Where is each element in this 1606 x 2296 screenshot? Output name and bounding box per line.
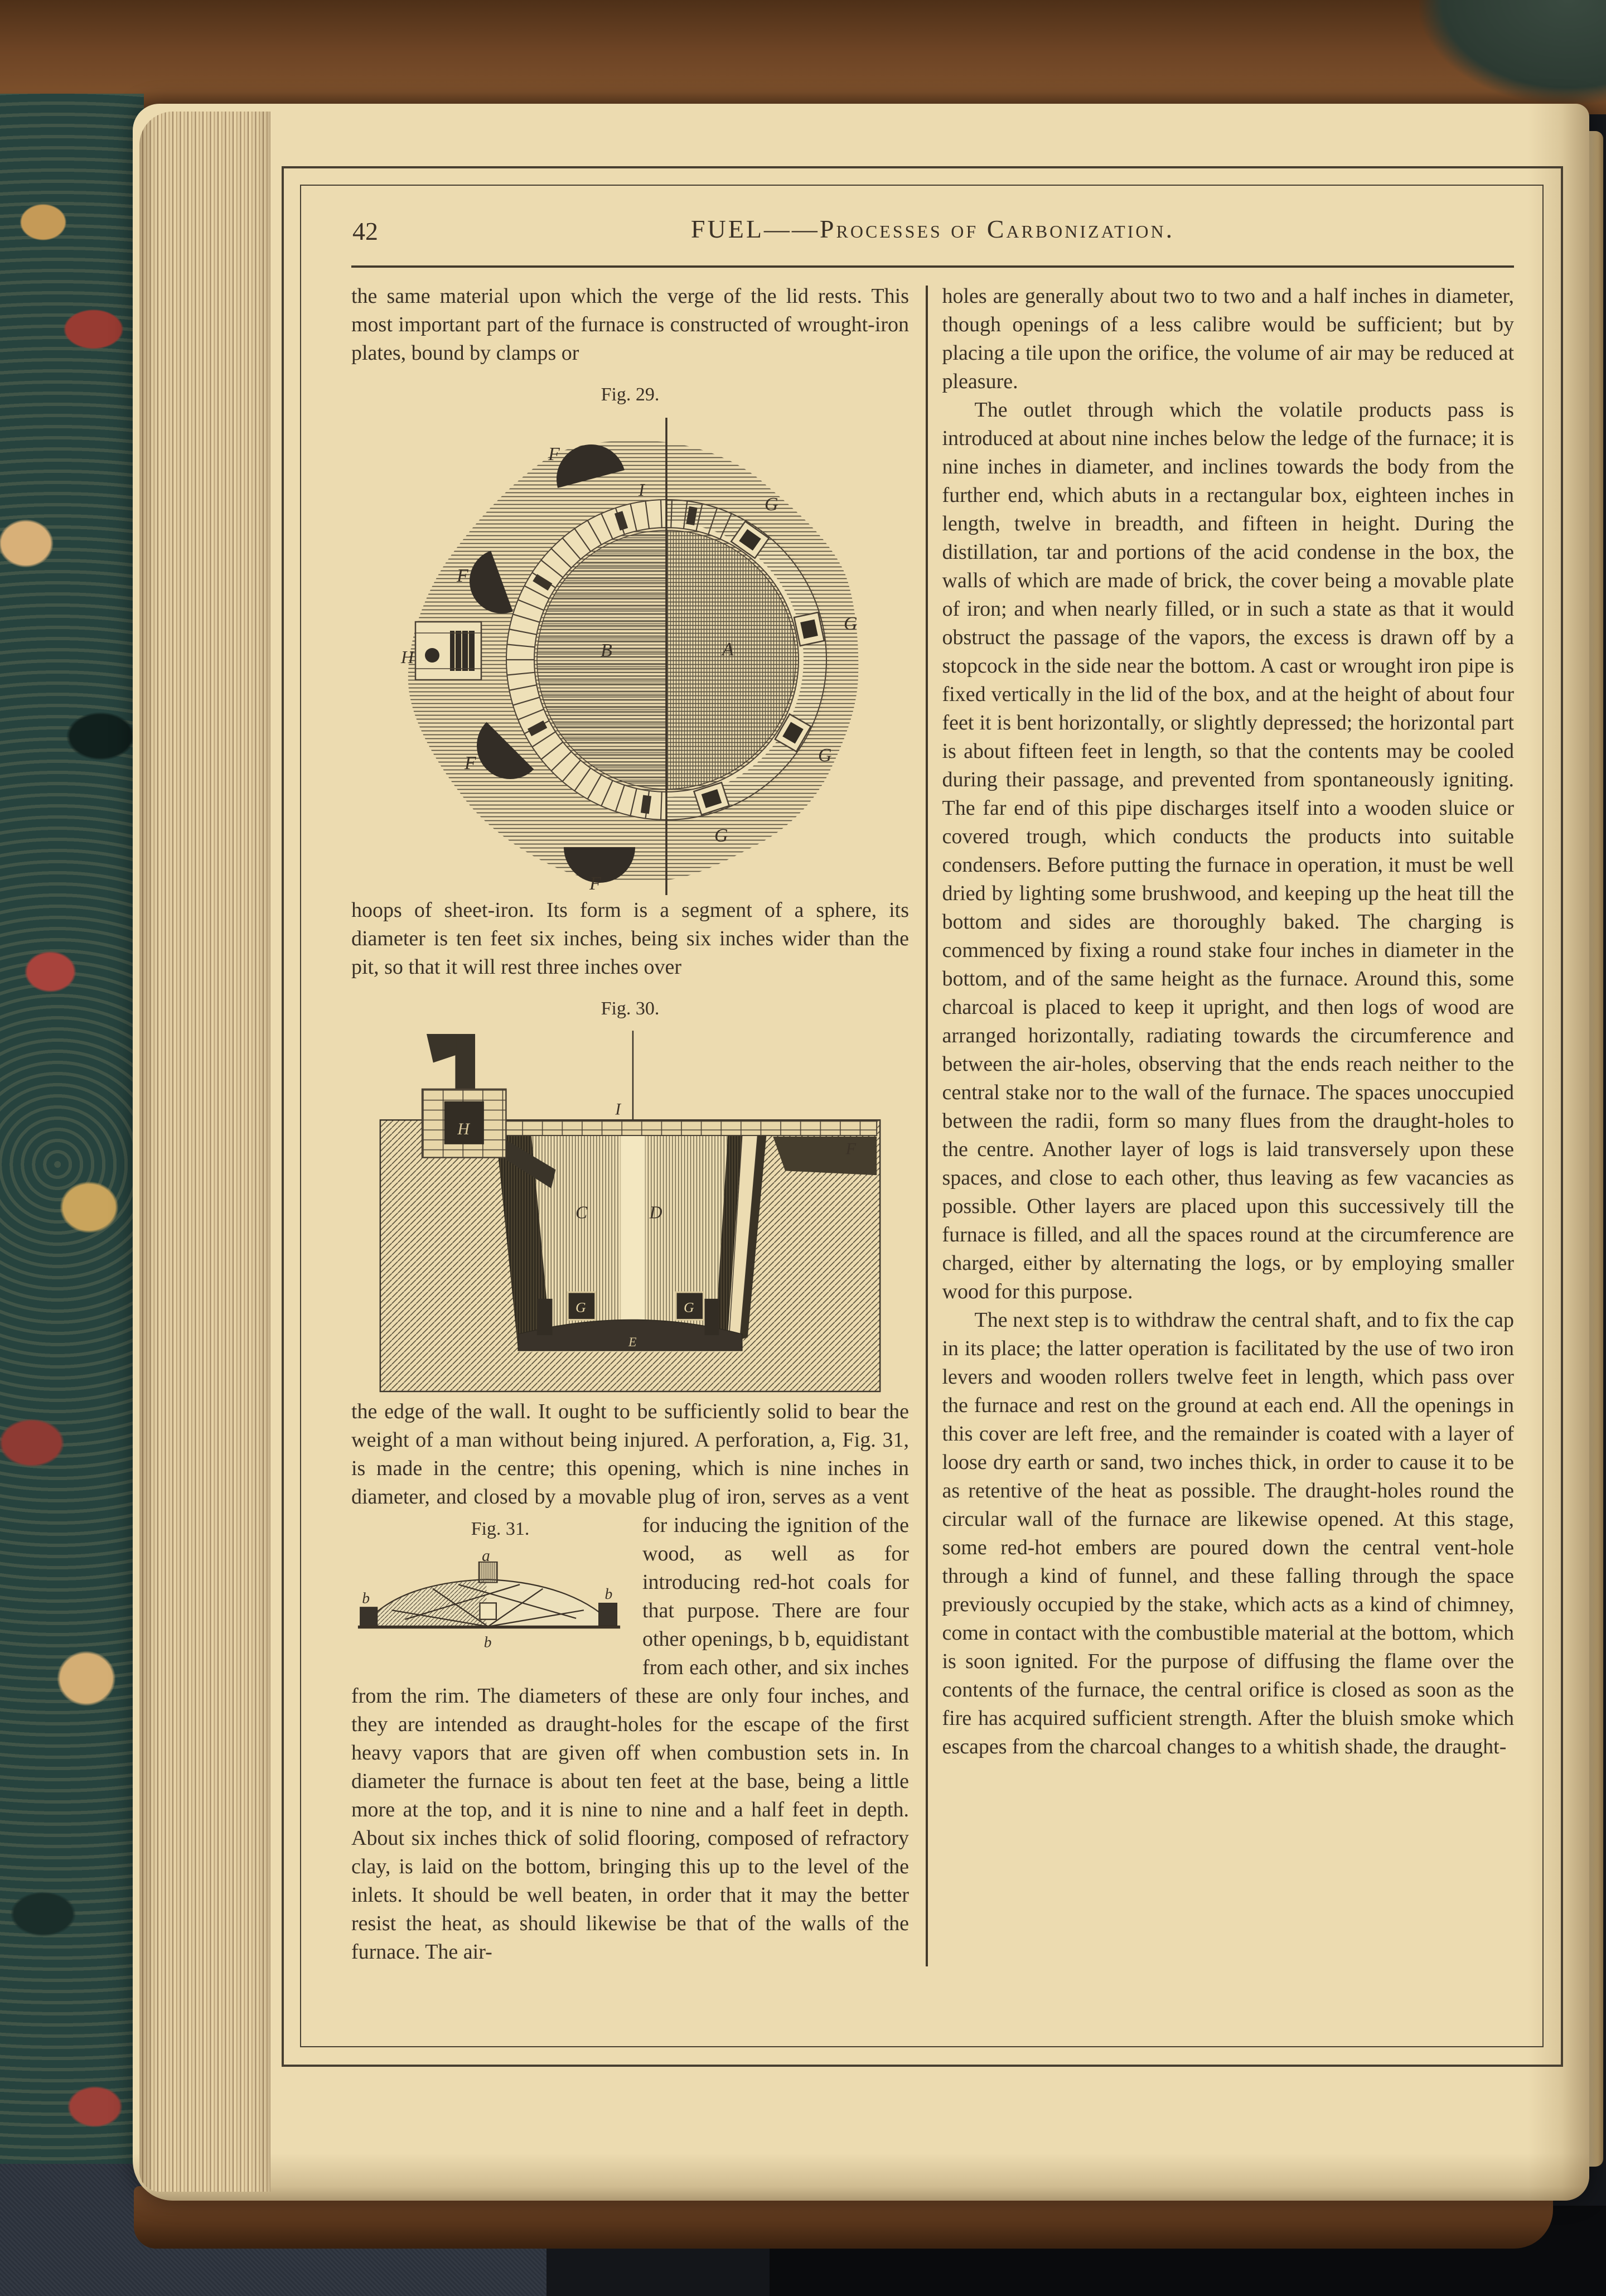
figure-31-caption: Fig. 31.	[471, 1519, 530, 1539]
fig31-label-a: a	[482, 1549, 490, 1565]
fig31-label-b: b	[362, 1589, 370, 1607]
fig29-label-G: G	[765, 494, 778, 515]
fig30-label-F: F	[845, 1140, 856, 1158]
fig31-label-b: b	[483, 1633, 492, 1649]
fig29-fire-box	[415, 622, 481, 680]
figure-30-caption: Fig. 30.	[601, 998, 660, 1019]
paragraph-text: the ignition of the wood, as well as for introducing red-hot coals for that purpose. There are four other openings, b b, equidistant from each other, and six	[642, 1514, 909, 1679]
fig29-label-I: I	[638, 480, 645, 500]
fig30-label-I: I	[615, 1100, 621, 1119]
book-cover-top-edge	[0, 0, 1606, 114]
fig29-label-F: F	[457, 565, 468, 586]
figure-30-furnace-section	[374, 1031, 887, 1398]
fig29-label-G: G	[818, 745, 832, 766]
fig29-label-A: A	[722, 639, 734, 660]
paragraph: holes are generally about two to two and a half inches in diameter, though openings of a less calibre would be sufficient; but by placing a tile upon the orifice, the volume of air may be reduced at pleasure.	[942, 284, 1514, 393]
fig30-rim-bricks	[490, 1121, 877, 1135]
fig29-label-B: B	[601, 640, 612, 661]
paragraph-text: the edge of the wall. It ought to be sufficiently solid to bear the weight of a man without being injured. A perforation, a, Fig. 31, is made in the centre; this opening, which is nine inches in diameter, and closed by a movable plug of iron, serves as a vent for inducing	[351, 1400, 909, 1537]
stacked-page-edges	[139, 112, 270, 2192]
figure-29-caption: Fig. 29.	[601, 384, 660, 405]
fig29-label-F: F	[465, 753, 476, 774]
fig30-label-C: C	[575, 1202, 588, 1222]
fig31-label-b: b	[604, 1585, 613, 1602]
fig29-label-G: G	[844, 613, 858, 634]
fig29-label-F: F	[589, 873, 601, 894]
book-cover-corner	[1419, 0, 1606, 103]
fig31-central-vent	[479, 1562, 497, 1583]
page-content	[351, 207, 1514, 1966]
paragraph: hoops of sheet-iron. Its form is a segment of a sphere, its diameter is ten feet six inches, being six inches wider than the pit, so that it will rest three inches over	[351, 898, 909, 979]
paragraph: The outlet through which the volatile products pass is introduced at about nine inches below the ledge of the furnace; it is nine inches in diameter, and inclines towards the body from the further end, which abuts in a rectangular box, eighteen inches in length, twelve in breadth, and fifteen in height. During the distillation, tar and portions of the acid condense in the box, the walls of which are made of brick, the cover being a movable plate of iron; and when nearly filled, or in such a state as that it would obstruct the passage of the vapors, the excess is drawn off by a stopcock in the side near the bottom. A cast or wrought iron pipe is fixed vertically in the lid of the box, and at the height of about four feet it is bent horizontally, or slightly depressed; the horizontal part is about fifteen feet in length, so that the contents may be cooled during their passage, and prevented from spontaneously igniting. The far end of this pipe discharges itself into a wooden sluice or covered trough, which conducts the products into suitable condensers. Before putting the furnace in operation, it must be well dried by lighting some brushwood, and keeping up the heat till the bottom and sides are thoroughly baked. The charging is commenced by fixing a round stake four inches in diameter in the bottom, and of the same height as the furnace. Around this, some charcoal is placed to keep it upright, and then logs of wood are arranged horizontally, radiating towards the circumference and between the air-holes, observing that the ends reach neither to the central stake nor to the wall of the furnace. The spaces unoccupied between the radii, form so many flues from the draught-holes to the centre. Another layer of logs is laid transversely upon these spaces, and close to each other, thus leaving as few vacancies as possible. Other layers are placed upon this successively till the furnace is filled, and all the spaces round at the circumference are charged, either by alternating the logs, or by employing smaller wood for this purpose.	[942, 398, 1514, 1303]
running-title: FUEL——Processes of Carbonization.	[690, 215, 1175, 243]
left-column	[351, 282, 909, 1966]
right-column	[942, 282, 1515, 1966]
fig31-opening	[480, 1603, 496, 1619]
figure-29-furnace-plan	[399, 417, 862, 896]
paragraph-text: inches from the rim. The diameters of these are only four inches, and they are intended as draught-holes for the escape of the first heavy vapors that are given off when combustion sets in. In diameter the furnace is about ten feet at the base, being a little more at the top, and it is nine to nine and a half feet in depth. About six inches thick of solid flooring, composed of refractory clay, is laid on the bottom, bringing this up to the level of the inlets. It should be well beaten, in order that it may the better resist the heat, as should likewise be that of the walls of the furnace. The air-	[351, 1656, 909, 1964]
page-header	[351, 207, 1514, 251]
fig30-label-E: E	[628, 1335, 637, 1350]
fig30-label-G: G	[575, 1299, 586, 1316]
fig31-opening	[599, 1603, 617, 1625]
fig31-base	[358, 1626, 620, 1629]
marbled-endpaper	[0, 94, 144, 2235]
fig30-label-G: G	[683, 1299, 694, 1316]
fig29-label-F: F	[548, 444, 560, 465]
page-number: 42	[352, 217, 378, 245]
fig31-opening	[360, 1607, 378, 1627]
fig30-label-H: H	[457, 1120, 470, 1139]
fig29-label-H: H	[401, 647, 414, 667]
paragraph	[351, 1398, 909, 1966]
page-bottom-shadow	[133, 2153, 1589, 2201]
figure-31-cap-lid	[356, 1549, 622, 1649]
fig30-ledge-mass	[773, 1137, 877, 1175]
column-divider	[926, 286, 928, 1966]
fig30-label-D: D	[649, 1202, 662, 1222]
fig29-label-G: G	[714, 825, 728, 846]
figure-31-block	[356, 1515, 622, 1649]
paragraph: The next step is to withdraw the central shaft, and to fix the cap in its place; the latter operation is facilitated by the use of two iron levers and wooden rollers twelve feet in length, which pass over the furnace and rest on the ground at each end. All the openings in this cover are left free, and the remainder is coated with a layer of loose dry earth or sand, two inches thick, in order to cause it to be as retentive of the heat as possible. The draught-holes round the circular wall of the furnace are likewise opened. At this stage, some red-hot embers are poured down the central vent-hole through a kind of funnel, and these falling through the space previously occupied by the stake, which acts as a kind of chimney, come in contact with the combustible material at the bottom, which is soon ignited. For the purpose of diffusing the flame over the contents of the furnace, the central orifice is closed as soon as the fire has acquired sufficient strength. After the bluish smoke which escapes from the charcoal changes to a whitish shade, the draught-	[942, 1308, 1514, 1758]
fig29-air-port	[794, 612, 824, 646]
header-rule	[351, 265, 1514, 268]
paragraph: the same material upon which the verge of the lid rests. This most important part of the furnace is constructed of wrought-iron plates, bound by clamps or	[351, 284, 909, 365]
fig30-central-shaft	[621, 1135, 645, 1348]
